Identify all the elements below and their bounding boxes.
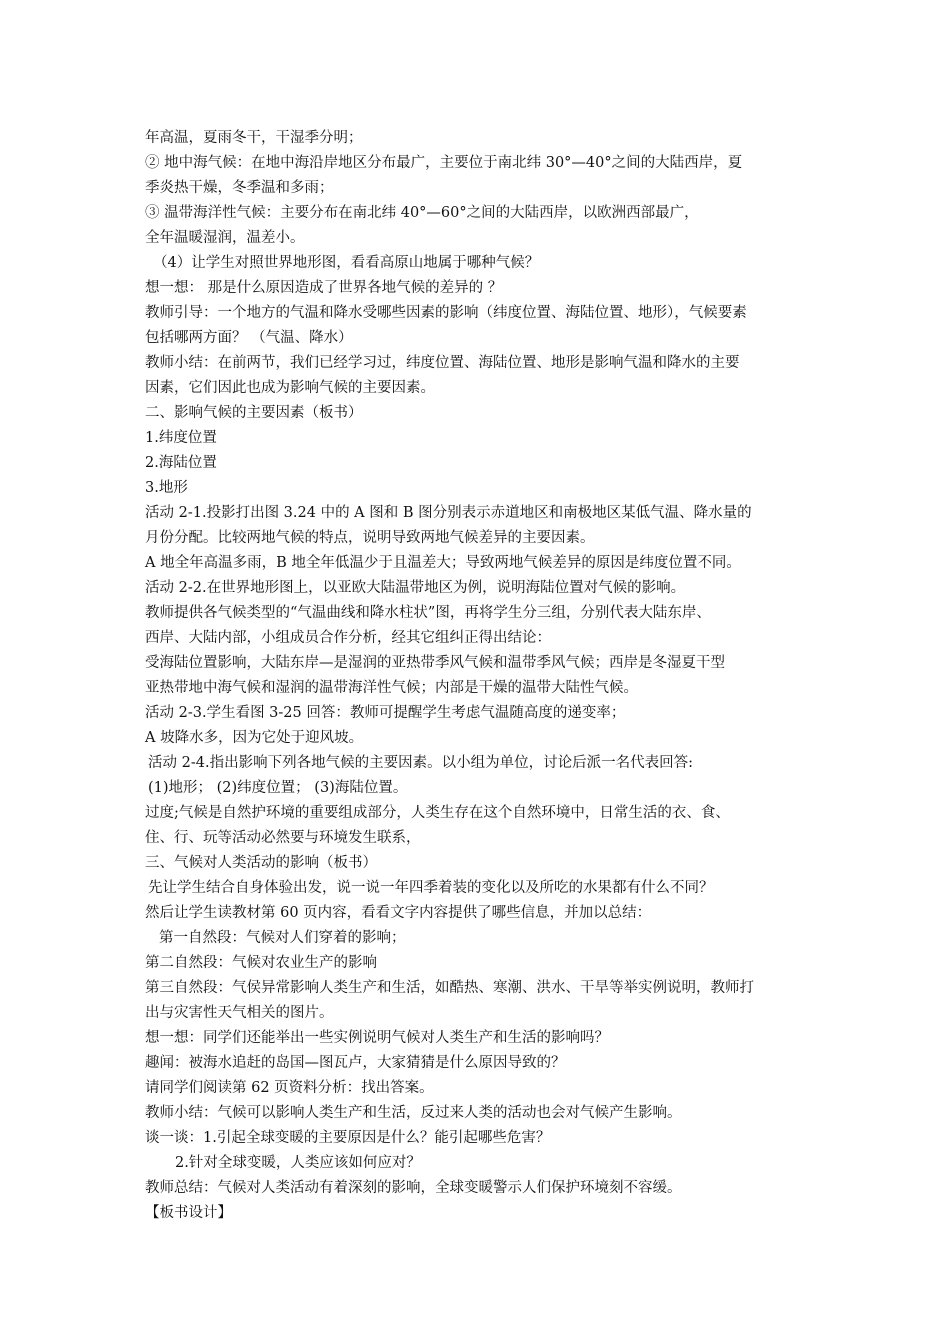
text-line-22: 受海陆位置影响，大陆东岸—是湿润的亚热带季风气候和温带季风气候；西岸是冬湿夏干型 [145,655,725,671]
text-line-36: 出与灾害性天气相关的图片。 [145,1005,334,1021]
text-line-32: 然后让学生读教材第 60 页内容，看看文字内容提供了哪些信息，并加以总结： [145,905,652,921]
text-line-33: 第一自然段：气候对人们穿着的影响； [159,930,406,946]
text-line-7: 想一想： 那是什么原因造成了世界各地气候的差异的 ？ [145,280,503,296]
text-line-28: 过度;气候是自然护环境的重要组成部分，人类生存在这个自然环境中，日常生活的衣、食、 [145,805,730,821]
text-line-34: 第二自然段：气候对农业生产的影响 [145,955,377,971]
text-line-15: 3.地形 [145,480,188,496]
board-design-heading: 【板书设计】 [145,1205,232,1221]
text-line-27: (1)地形； (2)纬度位置； (3)海陆位置。 [148,780,408,796]
text-line-16: 活动 2-1.投影打出图 3.24 中的 A 图和 B 图分别表示赤道地区和南极地区某低气温、降水量的 [145,505,752,521]
section-heading-3: 三、气候对人类活动的影响（板书） [145,855,377,871]
text-line-40: 教师小结：气候可以影响人类生产和生活，反过来人类的活动也会对气候产生影响。 [145,1105,682,1121]
text-line-23: 亚热带地中海气候和湿润的温带海洋性气候；内部是干燥的温带大陆性气候。 [145,680,638,696]
text-line-20: 教师提供各气候类型的“气温曲线和降水柱状”图，再将学生分三组，分别代表大陆东岸、 [145,605,711,621]
text-line-9: 包括哪两方面？ （气温、降水） [145,330,353,346]
text-line-10: 教师小结：在前两节，我们已经学习过，纬度位置、海陆位置、地形是影响气温和降水的主要 [145,355,740,371]
text-line-17: 月份分配。比较两地气候的特点，说明导致两地气候差异的主要因素。 [145,530,595,546]
text-line-2: ② 地中海气候：在地中海沿岸地区分布最广，主要位于南北纬 30°—40°之间的大陆西岸，夏 [145,155,743,171]
text-line-6: （4）让学生对照世界地形图，看看高原山地属于哪种气候？ [153,255,540,271]
text-line-37: 想一想：同学们还能举出一些实例说明气候对人类生产和生活的影响吗？ [145,1030,609,1046]
text-line-31: 先让学生结合自身体验出发，说一说一年四季着装的变化以及所吃的水果都有什么不同？ [148,880,714,896]
text-line-4: ③ 温带海洋性气候：主要分布在南北纬 40°—60°之间的大陆西岸，以欧洲西部最广， [145,205,699,221]
text-line-18: A 地全年高温多雨，B 地全年低温少于且温差大；导致两地气候差异的原因是纬度位置不同。 [145,555,741,571]
text-line-29: 住、行、玩等活动必然要与环境发生联系， [145,830,421,846]
text-line-35: 第三自然段：气侯异常影响人类生产和生活，如酷热、寒潮、洪水、干旱等举实例说明，教师打 [145,980,754,996]
text-line-24: 活动 2-3.学生看图 3-25 回答：教师可提醒学生考虑气温随高度的递变率； [145,705,626,721]
text-line-14: 2.海陆位置 [145,455,217,471]
text-line-42: 2.针对全球变暖，人类应该如何应对？ [175,1155,421,1171]
text-line-21: 西岸、大陆内部，小组成员合作分析，经其它组纠正得出结论： [145,630,551,646]
text-line-3: 季炎热干燥，冬季温和多雨； [145,180,334,196]
text-line-1: 年高温，夏雨冬干，干湿季分明； [145,130,363,146]
text-line-41: 谈一谈：1.引起全球变暖的主要原因是什么？能引起哪些危害？ [145,1130,551,1146]
text-line-8: 教师引导：一个地方的气温和降水受哪些因素的影响（纬度位置、海陆位置、地形），气候要素 [145,305,747,321]
text-line-38: 趣闻：被海水追赶的岛国—图瓦卢，大家猜猜是什么原因导致的？ [145,1055,566,1071]
text-line-39: 请同学们阅读第 62 页资料分析：找出答案。 [145,1080,434,1096]
section-heading-2: 二、影响气候的主要因素（板书） [145,405,363,421]
text-line-25: A 坡降水多，因为它处于迎风坡。 [145,730,364,746]
text-line-43: 教师总结：气候对人类活动有着深刻的影响，全球变暖警示人们保护环境刻不容缓。 [145,1180,682,1196]
text-line-26: 活动 2-4.指出影响下列各地气候的主要因素。以小组为单位，讨论后派一名代表回答: [148,755,693,771]
text-line-13: 1.纬度位置 [145,430,217,446]
document-body [145,126,815,1226]
text-line-19: 活动 2-2.在世界地形图上，以亚欧大陆温带地区为例，说明海陆位置对气候的影响。 [145,580,686,596]
text-line-5: 全年温暖湿润，温差小。 [145,230,305,246]
text-line-11: 因素，它们因此也成为影响气候的主要因素。 [145,380,435,396]
